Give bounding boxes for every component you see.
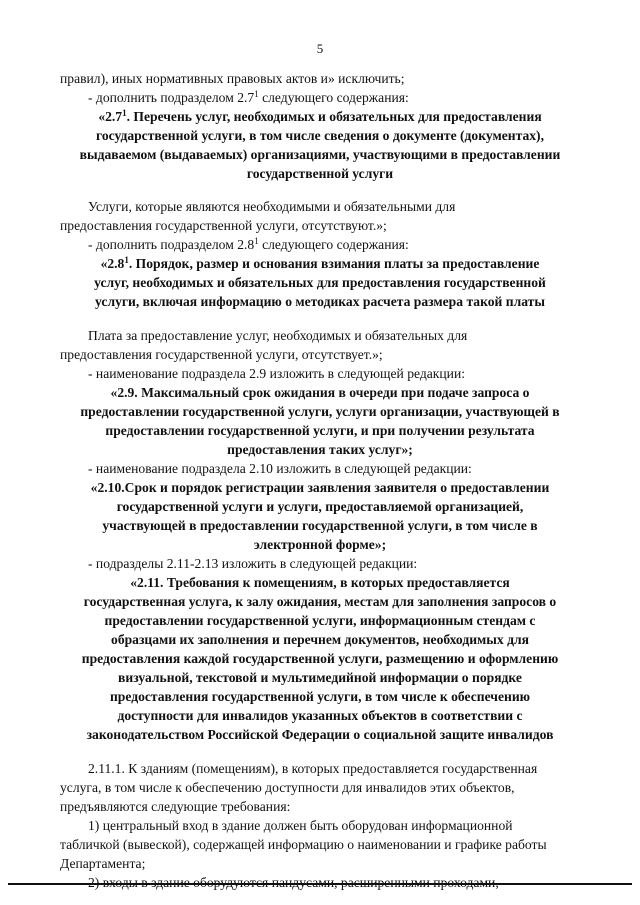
text-line: предоставления государственной услуги, отсутствуют.»;: [60, 218, 387, 233]
text-line: 1) центральный вход в здание должен быть оборудован информационной: [88, 818, 513, 833]
text-line: табличкой (вывеской), содержащей информацию о наименовании и графике работы: [60, 837, 547, 852]
section-heading: «$2.7^1$. Перечень услуг, необходимых и обязательных для предоставления: [98, 108, 542, 124]
section-heading: государственной услуги и услуги, предоставляемой организацией,: [116, 499, 524, 514]
section-heading: предоставлении государственной услуги, информационным стендам с: [104, 613, 536, 628]
section-heading: услуги, включая информацию о методиках расчета размера такой платы: [95, 294, 545, 309]
text-line: - подразделы 2.11-2.13 изложить в следующей редакции:: [88, 556, 418, 571]
text-line: - дополнить подразделом $2.7^1$ следующего содержания:: [88, 89, 409, 105]
text-line: правил), иных нормативных правовых актов и» исключить;: [60, 71, 405, 86]
section-heading: «$2.8^1$. Порядок, размер и основания взимания платы за предоставление: [100, 255, 540, 271]
section-heading: электронной форме»;: [253, 537, 387, 552]
section-heading: государственной услуги, в том числе сведения о документе (документах),: [96, 128, 544, 143]
text-line: - дополнить подразделом $2.8^1$ следующего содержания:: [88, 236, 409, 252]
section-heading: образцами их заполнения и перечнем документов, необходимых для: [111, 632, 529, 647]
section-heading: государственной услуги: [246, 166, 394, 181]
section-heading: предоставления таких услуг»;: [227, 442, 413, 457]
section-heading: услуг, необходимых и обязательных для предоставления государственной: [94, 275, 546, 290]
text-line: - наименование подраздела 2.9 изложить в следующей редакции:: [88, 366, 466, 381]
section-heading: государственная услуга, к залу ожидания, местам для заполнения запросов о: [83, 594, 557, 609]
section-heading: доступности для инвалидов указанных объектов в соответствии с: [117, 708, 523, 723]
section-heading: предоставления каждой государственной услуги, размещению и оформлению: [81, 651, 559, 666]
section-heading: участвующей в предоставлении государственной услуги, в том числе в: [102, 518, 538, 533]
section-heading: «2.9. Максимальный срок ожидания в очереди при подаче запроса о: [110, 385, 530, 400]
section-heading: визуальной, текстовой и мультимедийной информации о порядке: [118, 670, 522, 685]
text-line: Услуги, которые являются необходимыми и обязательными для: [88, 199, 456, 214]
text-line: 2.11.1. К зданиям (помещениям), в которых предоставляется государственная: [88, 761, 538, 776]
text-line: 2) входы в здание оборудуются пандусами, расширенными проходами,: [88, 875, 499, 890]
text-line: - наименование подраздела 2.10 изложить в следующей редакции:: [88, 461, 472, 476]
section-heading: законодательством Российской Федерации о социальной защите инвалидов: [86, 727, 554, 742]
section-heading: предоставления государственной услуги, в том числе к обеспечению: [109, 689, 531, 704]
section-heading: предоставлении государственной услуги, и при получении результата: [105, 423, 535, 438]
text-line: услуга, в том числе к обеспечению доступности для инвалидов этих объектов,: [60, 780, 515, 795]
section-heading: предоставлении государственной услуги, услуги организации, участвующей в: [80, 404, 560, 419]
section-heading: «2.11. Требования к помещениям, в которых предоставляется: [130, 575, 510, 590]
page-number: 5: [316, 41, 324, 56]
text-line: предъявляются следующие требования:: [60, 799, 291, 814]
section-heading: выдаваемом (выдаваемых) организациями, участвующими в предоставлении: [79, 147, 561, 162]
text-line: Плата за предоставление услуг, необходимых и обязательных для: [88, 328, 468, 343]
page-bottom-rule: [8, 883, 632, 885]
text-line: Департамента;: [60, 856, 146, 871]
text-line: предоставления государственной услуги, отсутствует.»;: [60, 347, 383, 362]
section-heading: «2.10.Срок и порядок регистрации заявления заявителя о предоставлении: [90, 480, 550, 495]
